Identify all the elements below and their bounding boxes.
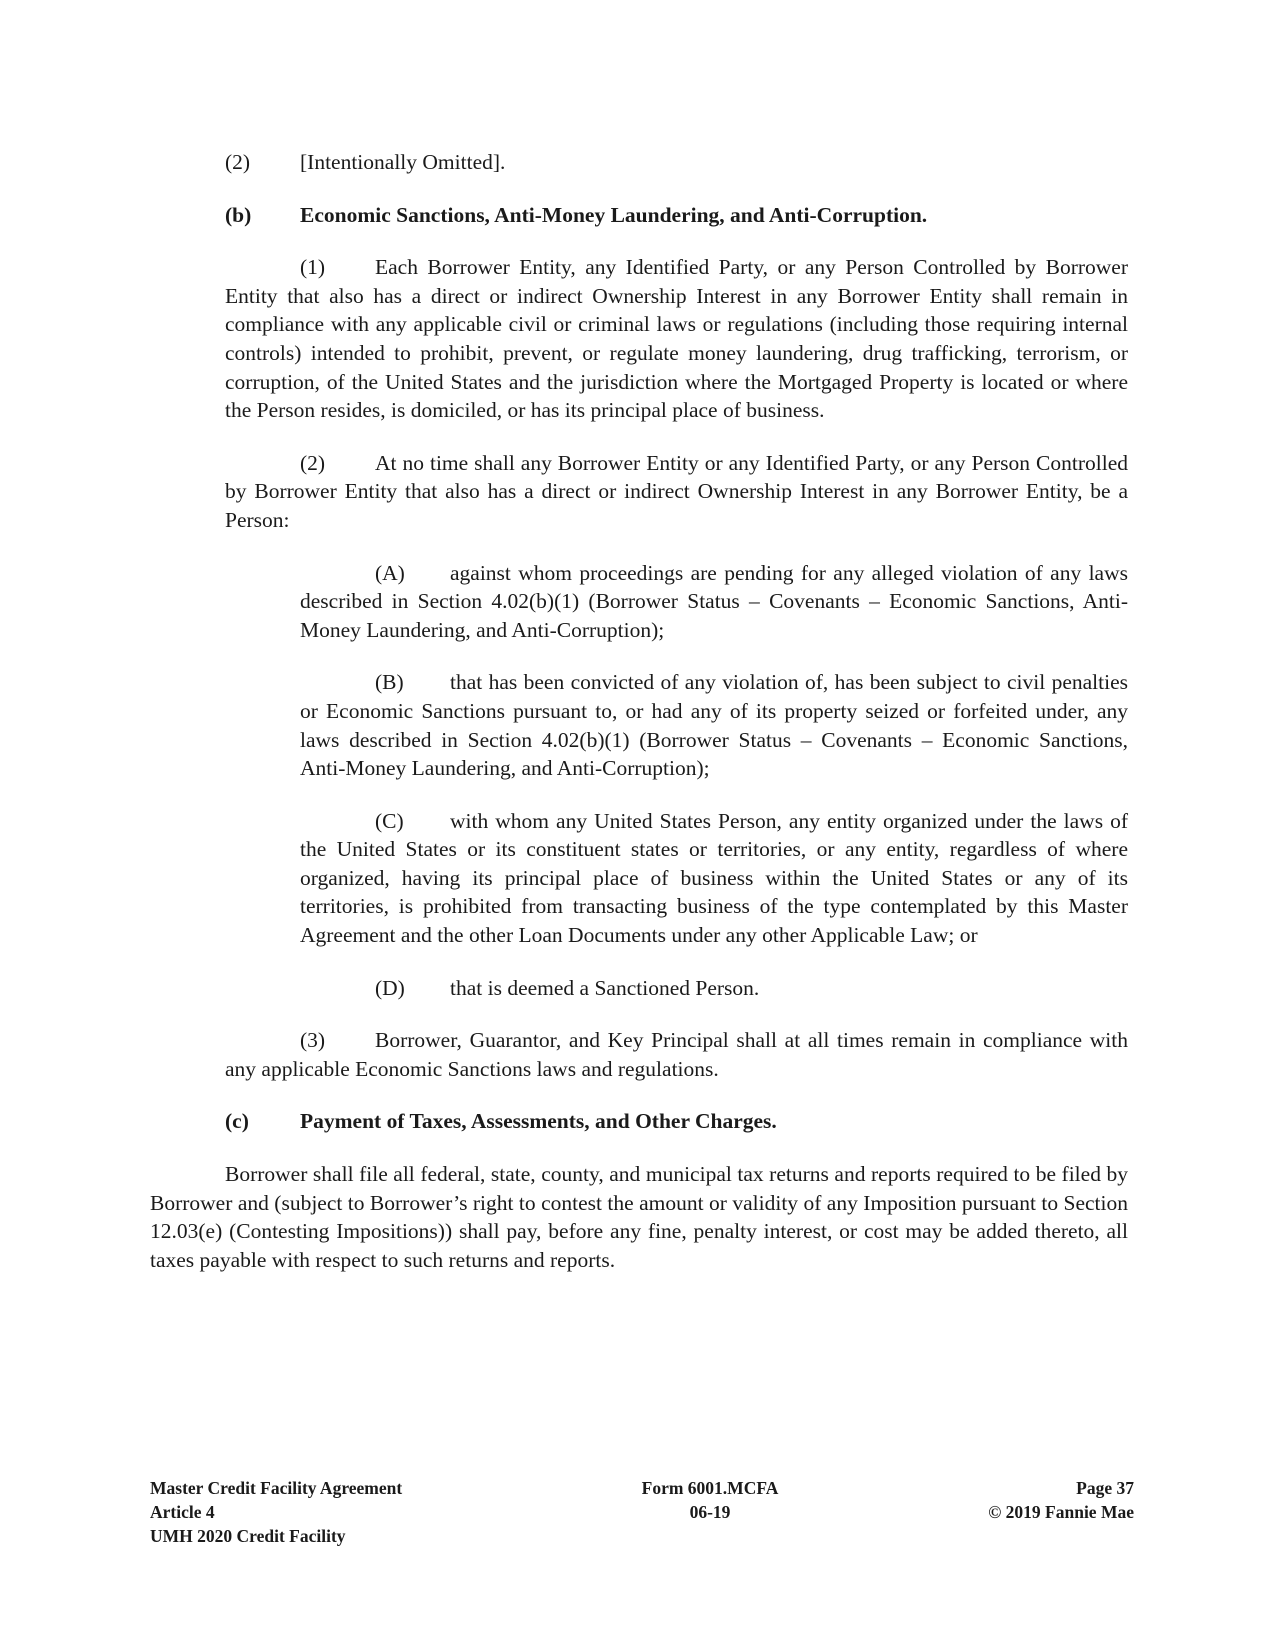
footer-left (150, 1476, 402, 1548)
item-number: (2) (225, 150, 251, 174)
paragraph-c: Borrower shall file all federal, state, county, and municipal tax returns and reports required to be filed by Borrower and (subject to Borrower’s right to contest the amount or validity of any Imposition pursuant to Section 12.03(e) (Contesting Impositions)) shall pay, before any fine, penalty interest, or cost may be added thereto, all taxes payable with respect to such returns and reports. (150, 1162, 1128, 1272)
item-text: [Intentionally Omitted]. (300, 150, 506, 174)
footer-copyright: © 2019 Fannie Mae (988, 1502, 1134, 1522)
footer-document-title: Master Credit Facility Agreement (150, 1478, 403, 1498)
clause-text: that is deemed a Sanctioned Person. (450, 975, 760, 1000)
clause-letter: (C) (375, 808, 404, 833)
section-title: Economic Sanctions, Anti-Money Laundering, and Anti-Corruption. (300, 202, 928, 227)
clause-b2D (300, 974, 1128, 1003)
footer-right (988, 1476, 1134, 1524)
footer-center (600, 1476, 820, 1524)
section-title: Payment of Taxes, Assessments, and Other Charges. (300, 1109, 777, 1134)
paragraph-b2 (225, 449, 1128, 535)
clause-letter: (D) (375, 975, 405, 1000)
item-number: (1) (300, 255, 326, 280)
paragraph-b3 (225, 1026, 1128, 1083)
section-b-heading (225, 201, 1128, 230)
section-label: (c) (225, 1109, 249, 1134)
item-number: (2) (300, 450, 326, 475)
clause-b2A (300, 559, 1128, 645)
clause-text: with whom any United States Person, any entity organized under the laws of the United States or its constituent states or territories, or any entity, regardless of where organized, having its principal place of business within the United States or any of its territories, is prohibited from transacting business of the type contemplated by this Master Agreement and the other Loan Documents under any other Applicable Law; or (300, 808, 1128, 948)
clause-text: against whom proceedings are pending for any alleged violation of any laws described in Section 4.02(b)(1) (Borrower Status – Covenants – Economic Sanctions, Anti-Money Laundering, and Anti-Corruption); (300, 560, 1128, 642)
document-body (150, 148, 1128, 1298)
item-a2 (225, 148, 1128, 177)
item-text: Each Borrower Entity, any Identified Party, or any Person Controlled by Borrower Entity that also has a direct or indirect Ownership Interest in any Borrower Entity shall remain in compliance with any applicable civil or criminal laws or regulations (including those requiring internal controls) intended to prohibit, prevent, or regulate money laundering, drug trafficking, terrorism, or corruption, of the United States and the jurisdiction where the Mortgaged Property is located or where the Person resides, is domiciled, or has its principal place of business. (225, 255, 1128, 423)
footer-page-number: Page 37 (1076, 1478, 1134, 1498)
clause-text: that has been convicted of any violation of, has been subject to civil penalties or Economic Sanctions pursuant to, or had any of its property seized or forfeited under, any laws described in Section 4.02(b)(1) (Borrower Status – Covenants – Economic Sanctions, Anti-Money Laundering, and Anti-Corruption); (300, 670, 1128, 781)
clause-letter: (A) (375, 560, 405, 585)
footer-article: Article 4 (150, 1502, 215, 1522)
paragraph-b1 (225, 253, 1128, 425)
clause-letter: (B) (375, 670, 404, 695)
item-text: At no time shall any Borrower Entity or any Identified Party, or any Person Controlled by Borrower Entity that also has a direct or indirect Ownership Interest in any Borrower Entity, be a Person: (225, 450, 1128, 532)
item-text: Borrower, Guarantor, and Key Principal shall at all times remain in compliance with any applicable Economic Sanctions laws and regulations. (225, 1028, 1128, 1081)
footer-form-date: 06-19 (689, 1502, 731, 1522)
clause-b2B (300, 668, 1128, 782)
footer-facility-name: UMH 2020 Credit Facility (150, 1526, 346, 1546)
item-number: (3) (300, 1028, 326, 1053)
footer-form-number: Form 6001.MCFA (641, 1478, 779, 1498)
section-c-heading (225, 1107, 1128, 1136)
clause-b2C (300, 807, 1128, 950)
section-label: (b) (225, 202, 252, 227)
